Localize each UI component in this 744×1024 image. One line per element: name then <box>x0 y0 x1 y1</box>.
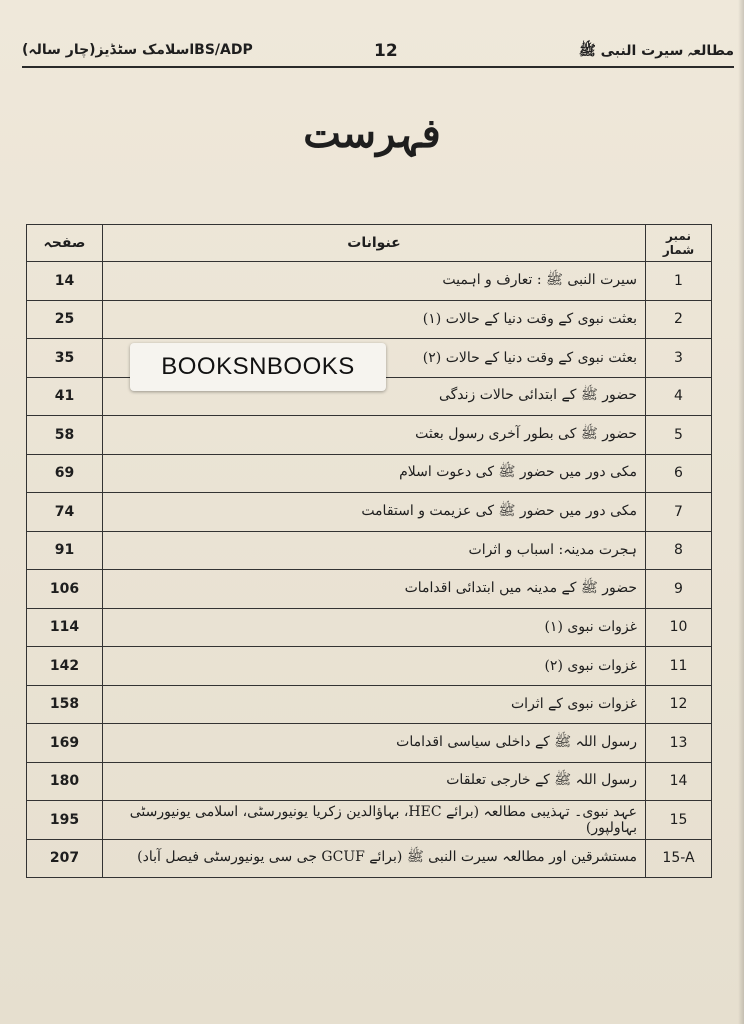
row-page: 169 <box>27 724 103 763</box>
row-page: 74 <box>27 493 103 532</box>
row-number: 7 <box>646 493 712 532</box>
table-row <box>27 493 712 532</box>
row-number: 9 <box>646 570 712 609</box>
row-number: 10 <box>646 608 712 647</box>
table-row <box>27 724 712 763</box>
running-header <box>22 36 734 68</box>
row-number: 8 <box>646 531 712 570</box>
table-row <box>27 608 712 647</box>
table-row <box>27 801 712 840</box>
row-title: حضور ﷺ کے ابتدائی حالات زندگی <box>103 377 646 416</box>
header-book-title: مطالعہ سیرت النبی ﷺ <box>578 43 734 59</box>
row-title: رسول اللہ ﷺ کے داخلی سیاسی اقدامات <box>103 724 646 763</box>
table-header-row <box>27 225 712 262</box>
row-title: مستشرقین اور مطالعہ سیرت النبی ﷺ (برائے GCUF جی سی یونیورسٹی فیصل آباد) <box>103 839 646 878</box>
row-number: 1 <box>646 262 712 301</box>
row-page: 195 <box>27 801 103 840</box>
row-number: 3 <box>646 339 712 378</box>
header-course-label: BS/ADPاسلامک سٹڈیز(چار سالہ) <box>22 42 253 58</box>
table-row <box>27 416 712 455</box>
row-number: 12 <box>646 685 712 724</box>
row-page: 25 <box>27 300 103 339</box>
table-row <box>27 300 712 339</box>
row-number: 5 <box>646 416 712 455</box>
row-page: 106 <box>27 570 103 609</box>
table-row <box>27 570 712 609</box>
row-number: 4 <box>646 377 712 416</box>
column-header-page: صفحہ <box>27 225 103 262</box>
row-page: 91 <box>27 531 103 570</box>
table-row <box>27 262 712 301</box>
row-title: غزوات نبوی (۱) <box>103 608 646 647</box>
row-page: 158 <box>27 685 103 724</box>
row-number: 15-A <box>646 839 712 878</box>
row-title: رسول اللہ ﷺ کے خارجی تعلقات <box>103 762 646 801</box>
table-row <box>27 531 712 570</box>
row-number: 14 <box>646 762 712 801</box>
row-page: 114 <box>27 608 103 647</box>
row-title: بعثت نبوی کے وقت دنیا کے حالات (۱) <box>103 300 646 339</box>
header-page-number: 12 <box>374 41 398 61</box>
row-number: 11 <box>646 647 712 686</box>
watermark-label: BOOKSNBOOKS <box>130 343 386 391</box>
row-title: حضور ﷺ کی بطور آخری رسول بعثت <box>103 416 646 455</box>
row-title: غزوات نبوی کے اثرات <box>103 685 646 724</box>
row-page: 58 <box>27 416 103 455</box>
row-title: مکی دور میں حضور ﷺ کی عزیمت و استقامت <box>103 493 646 532</box>
row-page: 69 <box>27 454 103 493</box>
column-header-number: نمبر شمار <box>646 225 712 262</box>
row-number: 15 <box>646 801 712 840</box>
row-page: 14 <box>27 262 103 301</box>
table-row <box>27 454 712 493</box>
row-number: 13 <box>646 724 712 763</box>
column-header-title: عنوانات <box>103 225 646 262</box>
page-title: فہرست <box>303 110 441 157</box>
row-page: 41 <box>27 377 103 416</box>
contents-table <box>26 224 712 878</box>
row-number: 2 <box>646 300 712 339</box>
row-number: 6 <box>646 454 712 493</box>
row-page: 180 <box>27 762 103 801</box>
table-row <box>27 839 712 878</box>
row-title: مکی دور میں حضور ﷺ کی دعوت اسلام <box>103 454 646 493</box>
table-row <box>27 762 712 801</box>
page-edge-shadow <box>738 0 744 1024</box>
row-page: 207 <box>27 839 103 878</box>
row-title: حضور ﷺ کے مدینہ میں ابتدائی اقدامات <box>103 570 646 609</box>
row-title: ہجرت مدینہ: اسباب و اثرات <box>103 531 646 570</box>
row-page: 142 <box>27 647 103 686</box>
row-page: 35 <box>27 339 103 378</box>
row-title: غزوات نبوی (۲) <box>103 647 646 686</box>
table-row <box>27 647 712 686</box>
row-title: بعثت نبوی کے وقت دنیا کے حالات (۲) <box>103 339 646 378</box>
row-title: سیرت النبی ﷺ : تعارف و اہمیت <box>103 262 646 301</box>
table-row <box>27 685 712 724</box>
row-title: عہد نبوی۔ تہذیبی مطالعہ (برائے HEC، بہاؤالدین زکریا یونیورسٹی، اسلامی یونیورسٹی بہاولپور) <box>103 801 646 840</box>
